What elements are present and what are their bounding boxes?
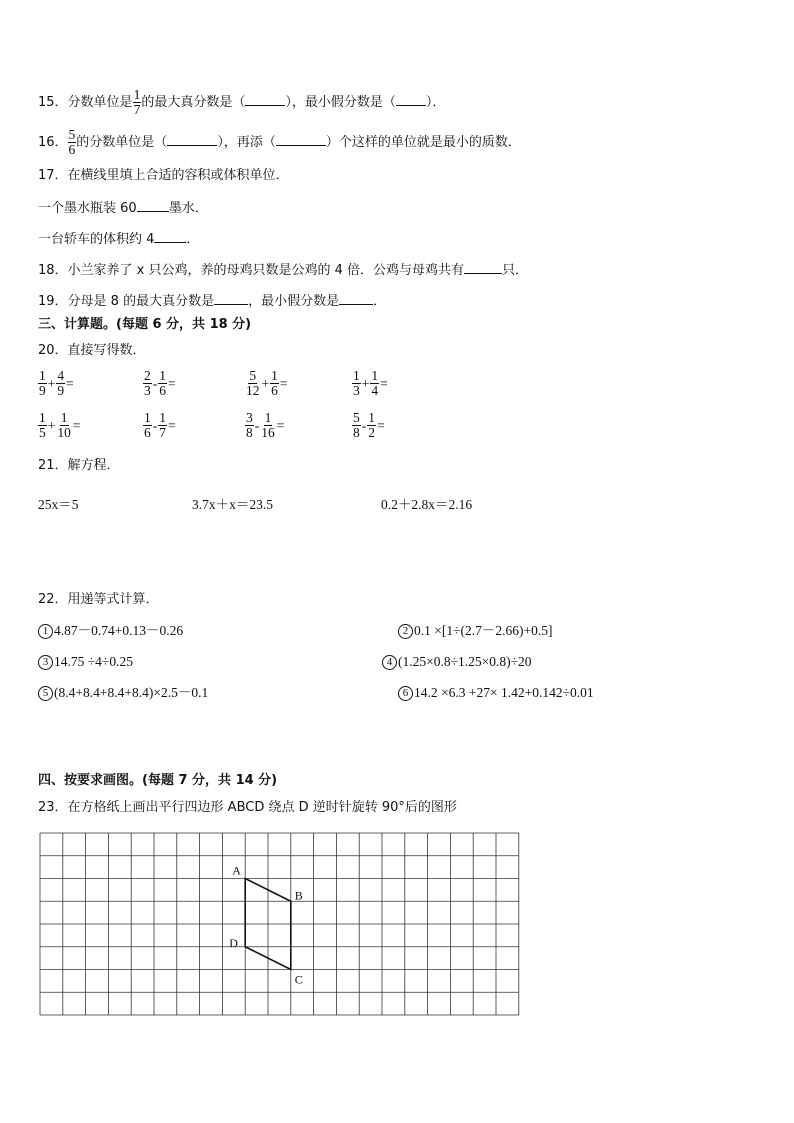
answer-blank[interactable] xyxy=(154,229,186,243)
fraction: $\frac{3}{8}$ xyxy=(246,410,253,440)
fraction-exercise xyxy=(245,411,285,440)
question-number: 22． xyxy=(38,592,68,607)
answer-blank[interactable] xyxy=(137,198,169,212)
question-22: 22．用递等式计算． xyxy=(38,592,159,607)
expression: (8.4+8.4+8.4+8.4)×2.5－0.1 xyxy=(54,685,209,700)
item-marker: 2 xyxy=(398,624,413,639)
equals-sign: = xyxy=(66,375,74,391)
question-15: 15．分数单位是 $\frac{1}{7}$ 的最大真分数是（ ），最小假分数是（ ）． xyxy=(38,87,446,117)
item-marker: 6 xyxy=(398,686,413,701)
item-marker: 5 xyxy=(38,686,53,701)
fraction-exercise xyxy=(352,369,389,398)
fraction: $\frac{1}{7}$ xyxy=(159,410,166,440)
answer-blank[interactable] xyxy=(339,291,373,305)
fraction-exercise xyxy=(38,369,75,398)
fraction-exercise xyxy=(245,369,289,398)
question-18: 18．小兰家养了 x 只公鸡，养的母鸡只数是公鸡的 4 倍．公鸡与母鸡共有 只． xyxy=(38,260,528,280)
fraction: $\frac{5}{12}$ xyxy=(246,368,260,398)
expression: (1.25×0.8÷1.25×0.8)÷20 xyxy=(398,654,532,669)
operator: - xyxy=(361,417,367,433)
item-marker: 1 xyxy=(38,624,53,639)
answer-blank[interactable] xyxy=(167,132,217,146)
equals-sign: = xyxy=(168,375,176,391)
fraction: $\frac{1}{10}$ xyxy=(57,410,71,440)
answer-blank[interactable] xyxy=(464,260,502,274)
expression: 0.1 ×[1÷(2.7－2.66)+0.5] xyxy=(414,623,553,638)
item-marker: 3 xyxy=(38,655,53,670)
vertex-label-b: B xyxy=(294,888,303,903)
fraction: $\frac{5}{8}$ xyxy=(353,410,360,440)
question-number: 15． xyxy=(38,95,68,110)
equals-sign: = xyxy=(377,417,385,433)
answer-blank[interactable] xyxy=(245,92,285,106)
question-number: 16． xyxy=(38,135,68,150)
question-number: 19． xyxy=(38,294,68,309)
calculation-item xyxy=(38,653,133,671)
expression: 14.75 ÷4÷0.25 xyxy=(54,654,133,669)
equals-sign: = xyxy=(279,375,288,391)
operator: - xyxy=(152,375,158,391)
question-21: 21．解方程． xyxy=(38,458,120,473)
question-17: 17．在横线里填上合适的容积或体积单位． xyxy=(38,168,289,183)
calculation-item xyxy=(38,684,208,702)
fraction: $\frac{2}{3}$ xyxy=(144,368,151,398)
equals-sign: = xyxy=(72,417,81,433)
equation-3: 0.2＋2.8x＝2.16 xyxy=(381,497,473,512)
question-20: 20．直接写得数． xyxy=(38,343,146,358)
question-19: 19．分母是 8 的最大真分数是 ，最小假分数是 ． xyxy=(38,291,386,311)
calculation-item xyxy=(398,622,553,640)
equation-1: 25x＝5 xyxy=(38,497,79,512)
operator: - xyxy=(254,417,260,433)
equation-2: 3.7x＋x＝23.5 xyxy=(192,497,273,512)
fraction: $\frac{1}{9}$ xyxy=(39,368,46,398)
operator: + xyxy=(261,375,270,391)
fraction: $\frac{1}{6}$ xyxy=(271,368,278,398)
vertex-label-d: D xyxy=(229,935,238,950)
operator: + xyxy=(47,375,56,391)
graph-paper[interactable] xyxy=(30,822,530,1032)
answer-blank[interactable] xyxy=(276,132,326,146)
question-number: 21． xyxy=(38,458,68,473)
question-number: 20． xyxy=(38,343,68,358)
equals-sign: = xyxy=(380,375,388,391)
question-17-a: 一个墨水瓶装 60 墨水． xyxy=(38,198,208,218)
question-number: 17． xyxy=(38,168,68,183)
section-title-4: 四、按要求画图。(每题 7 分，共 14 分) xyxy=(38,773,278,788)
answer-blank[interactable] xyxy=(214,291,248,305)
fraction: $\frac{1}{7}$ xyxy=(133,87,141,117)
fraction-exercise xyxy=(38,411,82,440)
fraction: $\frac{1}{4}$ xyxy=(371,368,379,398)
item-marker: 4 xyxy=(382,655,397,670)
calculation-item xyxy=(38,622,183,640)
fraction: $\frac{5}{6}$ xyxy=(68,127,76,157)
question-16: 16． $\frac{5}{6}$ 的分数单位是（ ），再添（ ）个这样的单位就是最小的质数． xyxy=(38,127,521,157)
question-17-b: 一台轿车的体积约 4 ． xyxy=(38,229,199,249)
operator: + xyxy=(47,417,56,433)
fraction-exercise xyxy=(143,369,177,398)
calculation-item xyxy=(398,684,594,702)
expression: 4.87－0.74+0.13－0.26 xyxy=(54,623,184,638)
fraction: $\frac{1}{2}$ xyxy=(368,410,375,440)
section-title-3: 三、计算题。(每题 6 分，共 18 分) xyxy=(38,317,252,332)
fraction: $\frac{4}{9}$ xyxy=(57,368,65,398)
equals-sign: = xyxy=(276,417,285,433)
vertex-label-c: C xyxy=(294,972,303,987)
operator: + xyxy=(361,375,370,391)
question-number: 18． xyxy=(38,263,68,278)
fraction: $\frac{1}{3}$ xyxy=(353,368,360,398)
fraction: $\frac{1}{5}$ xyxy=(39,410,46,440)
fraction: $\frac{1}{16}$ xyxy=(261,410,275,440)
fraction-exercise xyxy=(352,411,386,440)
calculation-item xyxy=(382,653,532,671)
equals-sign: = xyxy=(168,417,176,433)
answer-blank[interactable] xyxy=(396,92,426,106)
expression: 14.2 ×6.3 +27× 1.42+0.142÷0.01 xyxy=(414,685,594,700)
question-number: 23． xyxy=(38,800,68,815)
vertex-label-a: A xyxy=(232,863,241,878)
operator: - xyxy=(152,417,158,433)
fraction: $\frac{1}{6}$ xyxy=(144,410,151,440)
question-23: 23．在方格纸上画出平行四边形 ABCD 绕点 D 逆时针旋转 90°后的图形 xyxy=(38,800,457,815)
fraction: $\frac{1}{6}$ xyxy=(159,368,166,398)
fraction-exercise xyxy=(143,411,177,440)
